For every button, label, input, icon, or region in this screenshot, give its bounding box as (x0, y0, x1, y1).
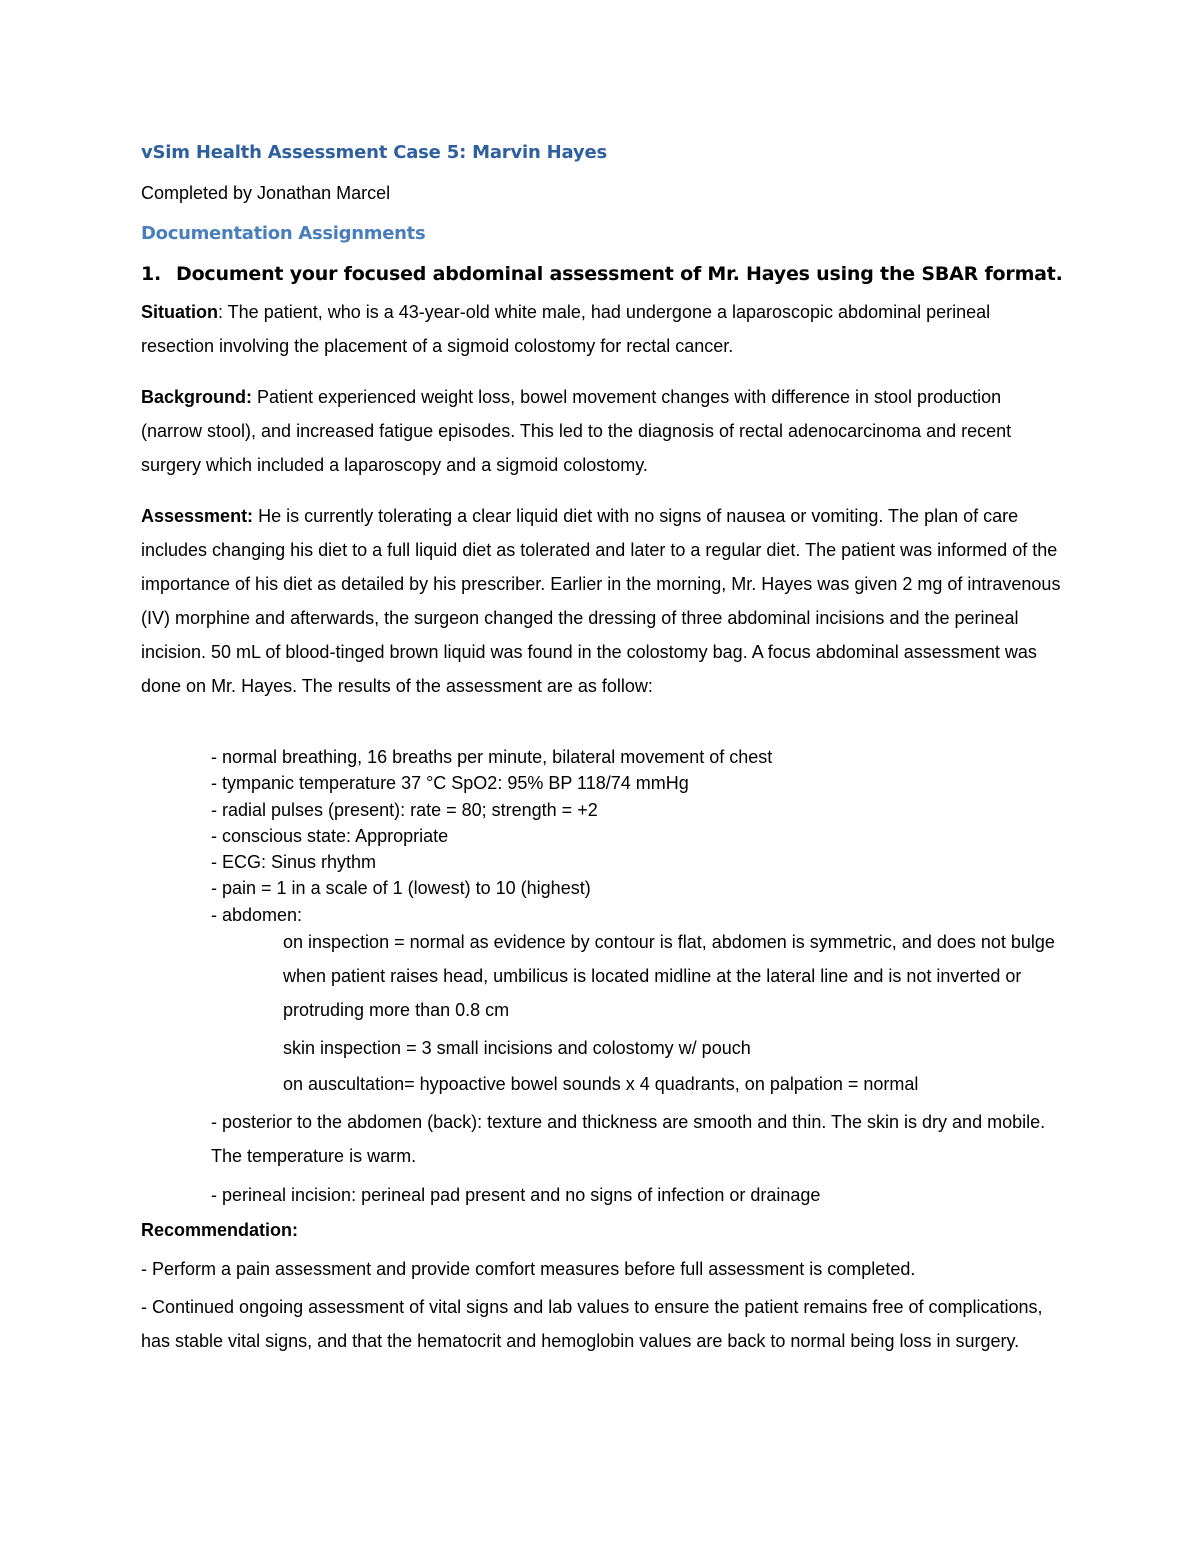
findings-list (211, 744, 772, 928)
abdomen-inspection: on inspection = normal as evidence by contour is flat, abdomen is symmetric, and does not bulge when patient raises head, umbilicus is located midline at the lateral line and is not inverted or protruding more than 0.8 cm (283, 932, 1055, 1020)
background-paragraph (141, 380, 1061, 482)
question-number: 1. (141, 263, 162, 285)
background-text: Patient experienced weight loss, bowel movement changes with difference in stool production (narrow stool), and increased fatigue episodes. This led to the diagnosis of rectal adenocarcinoma and recent surgery which included a laparoscopy and a sigmoid colostomy. (141, 387, 1012, 475)
posterior-finding: - posterior to the abdomen (back): texture and thickness are smooth and thin. The skin is dry and mobile. The temperature is warm. (211, 1112, 1046, 1166)
document-title: vSim Health Assessment Case 5: Marvin Hayes (141, 142, 607, 163)
recommendation-item: - Continued ongoing assessment of vital signs and lab values to ensure the patient remains free of complications, has stable vital signs, and that the hematocrit and hemoglobin values are back to normal being loss in surgery. (141, 1297, 1043, 1351)
assessment-paragraph (141, 499, 1061, 703)
assessment-text: He is currently tolerating a clear liquid diet with no signs of nausea or vomiting. The plan of care includes changing his diet to a full liquid diet as tolerated and later to a regular diet. The patient was informed of the importance of his diet as detailed by his prescriber. Earlier in the morning, Mr. Hayes was given 2 mg of intravenous (IV) morphine and afterwards, the surgeon changed the dressing of three abdominal incisions and the perineal incision. 50 mL of blood-tinged brown liquid was found in the colostomy bag. A focus abdominal assessment was done on Mr. Hayes. The results of the assessment are as follow: (141, 506, 1061, 696)
situation-text: : The patient, who is a 43-year-old white male, had undergone a laparoscopic abdominal perineal resection involving the placement of a sigmoid colostomy for rectal cancer. (141, 302, 991, 356)
recommendation-label: Recommendation: (141, 1220, 299, 1240)
background-label: Background: (141, 387, 253, 407)
recommendation-item: - Perform a pain assessment and provide comfort measures before full assessment is completed. (141, 1259, 916, 1279)
list-item: - pain = 1 in a scale of 1 (lowest) to 10 (highest) (211, 878, 591, 899)
abdomen-auscultation: on auscultation= hypoactive bowel sounds x 4 quadrants, on palpation = normal (283, 1074, 919, 1094)
list-item: - radial pulses (present): rate = 80; strength = +2 (211, 799, 598, 820)
list-item: - conscious state: Appropriate (211, 825, 449, 846)
list-item: - ECG: Sinus rhythm (211, 852, 377, 873)
list-item: - normal breathing, 16 breaths per minute, bilateral movement of chest (211, 747, 773, 767)
author-line: Completed by Jonathan Marcel (141, 183, 391, 203)
section-heading: Documentation Assignments (141, 223, 426, 244)
assessment-label: Assessment: (141, 506, 254, 526)
question-text: Document your focused abdominal assessment of Mr. Hayes using the SBAR format. (176, 263, 1063, 285)
list-item: - abdomen: (211, 904, 303, 925)
situation-paragraph (141, 295, 1061, 363)
perineal-finding: - perineal incision: perineal pad present and no signs of infection or drainage (211, 1185, 821, 1205)
situation-label: Situation (141, 302, 218, 322)
abdomen-skin-inspection: skin inspection = 3 small incisions and colostomy w/ pouch (283, 1038, 751, 1058)
list-item: - tympanic temperature 37 °C SpO2: 95% BP 118/74 mmHg (211, 773, 689, 794)
question-heading (141, 263, 1063, 285)
